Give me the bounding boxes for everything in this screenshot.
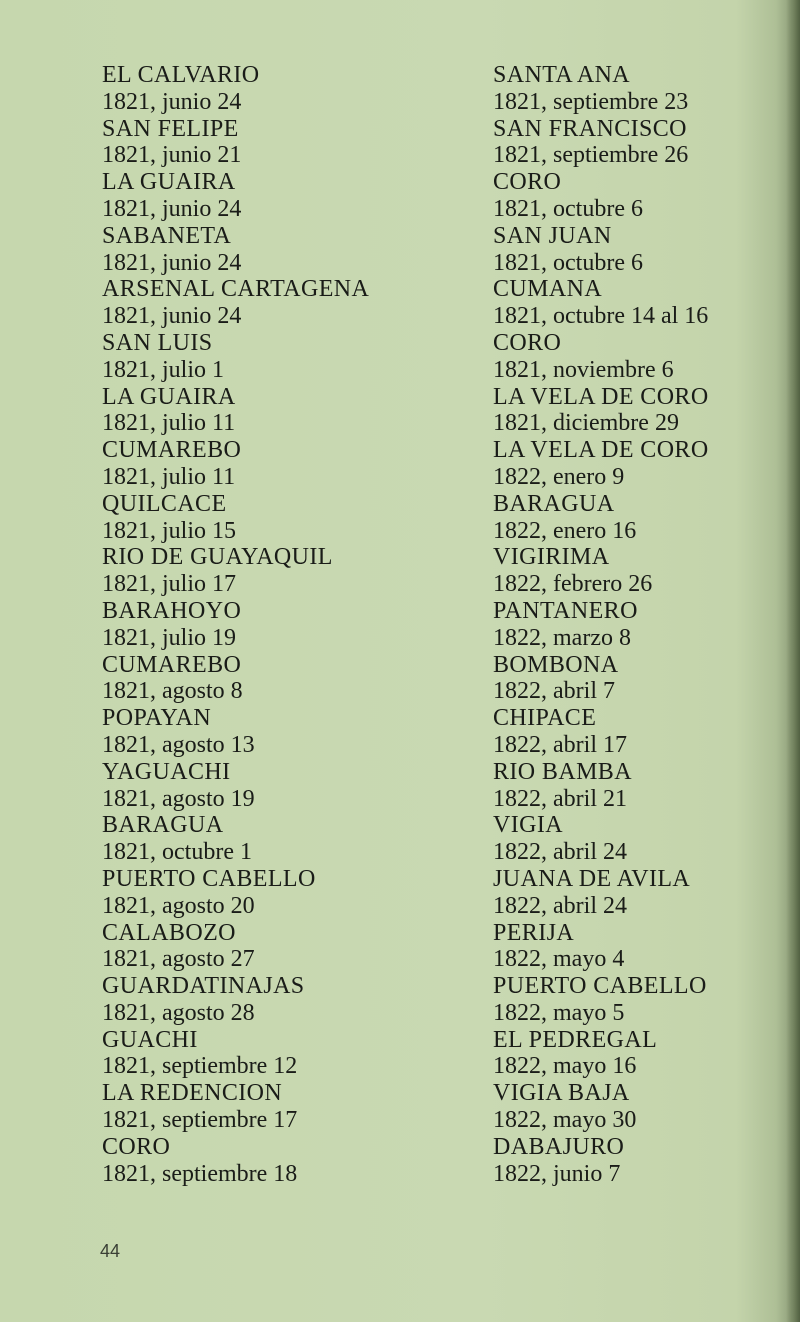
list-item: [102, 759, 369, 813]
battle-place: BARAGUA: [493, 490, 615, 517]
list-item: [102, 1134, 369, 1188]
battle-place: BARAHOYO: [102, 597, 242, 624]
battle-date: 1821, julio 1: [102, 356, 225, 383]
page-number: 44: [100, 1241, 121, 1261]
battle-date: 1822, mayo 5: [493, 999, 625, 1026]
left-column: [102, 62, 369, 1187]
battle-date: 1822, abril 24: [493, 839, 627, 866]
battle-place: PERIJA: [493, 919, 575, 946]
battle-place: ARSENAL CARTAGENA: [102, 276, 370, 303]
battle-place: POPAYAN: [102, 705, 212, 732]
battle-place: VIGIA: [493, 812, 563, 839]
list-item: [493, 759, 709, 813]
battle-date: 1821, junio 21: [102, 142, 242, 169]
battle-place: LA GUAIRA: [102, 383, 236, 410]
battle-place: CALABOZO: [102, 919, 236, 946]
battle-place: RIO BAMBA: [493, 758, 632, 785]
list-item: [493, 920, 709, 974]
battle-place: JUANA DE AVILA: [493, 865, 691, 892]
battle-date: 1821, noviembre 6: [493, 356, 674, 383]
battle-place: GUACHI: [102, 1026, 198, 1053]
list-item: [102, 1080, 369, 1134]
list-item: [102, 276, 369, 330]
battle-place: VIGIA BAJA: [493, 1080, 630, 1107]
battle-place: GUARDATINAJAS: [102, 973, 305, 1000]
battle-place: SAN FRANCISCO: [493, 115, 687, 142]
battle-date: 1822, marzo 8: [493, 624, 631, 651]
page-gutter-shadow: [786, 0, 800, 1322]
battle-date: 1822, abril 17: [493, 731, 627, 758]
battle-date: 1821, agosto 27: [102, 946, 255, 973]
battle-date: 1822, enero 16: [493, 517, 637, 544]
battle-place: LA REDENCION: [102, 1080, 283, 1107]
battle-place: CORO: [493, 169, 562, 196]
battle-date: 1821, diciembre 29: [493, 410, 679, 437]
list-item: [102, 437, 369, 491]
list-item: [102, 652, 369, 706]
battle-place: LA GUAIRA: [102, 169, 236, 196]
battle-place: SANTA ANA: [493, 62, 631, 88]
battle-place: CHIPACE: [493, 705, 597, 732]
battle-place: CUMANA: [493, 276, 603, 303]
battle-date: 1822, febrero 26: [493, 571, 653, 598]
battle-date: 1821, julio 11: [102, 463, 236, 490]
list-item: [102, 1027, 369, 1081]
list-item: [493, 116, 709, 170]
list-item: [493, 1134, 709, 1188]
list-item: [102, 62, 369, 116]
battle-place: SABANETA: [102, 222, 232, 249]
list-item: [102, 598, 369, 652]
list-item: [493, 866, 709, 920]
battle-place: CORO: [493, 329, 562, 356]
list-item: [493, 812, 709, 866]
list-item: [102, 812, 369, 866]
list-item: [102, 384, 369, 438]
battle-date: 1821, agosto 13: [102, 731, 255, 758]
battle-place: QUILCACE: [102, 490, 227, 517]
battle-date: 1821, junio 24: [102, 249, 242, 276]
list-item: [102, 169, 369, 223]
list-item: [102, 330, 369, 384]
battle-date: 1821, septiembre 17: [102, 1107, 298, 1134]
battle-place: BARAGUA: [102, 812, 224, 839]
battle-date: 1821, julio 17: [102, 571, 237, 598]
battle-place: SAN LUIS: [102, 329, 213, 356]
battle-place: BOMBONA: [493, 651, 619, 678]
list-item: [493, 598, 709, 652]
battle-place: EL PEDREGAL: [493, 1026, 658, 1053]
list-item: [493, 705, 709, 759]
list-item: [493, 973, 709, 1027]
battle-place: CORO: [102, 1133, 171, 1160]
list-item: [493, 384, 709, 438]
battle-date: 1821, junio 24: [102, 303, 242, 330]
battle-date: 1821, julio 19: [102, 624, 237, 651]
battle-date: 1821, octubre 6: [493, 249, 643, 276]
battle-place: DABAJURO: [493, 1133, 625, 1160]
battle-date: 1822, enero 9: [493, 463, 625, 490]
battle-date: 1821, julio 15: [102, 517, 237, 544]
battle-place: YAGUACHI: [102, 758, 231, 785]
list-item: [493, 62, 709, 116]
battle-date: 1821, agosto 20: [102, 892, 255, 919]
battle-place: CUMAREBO: [102, 437, 242, 464]
battle-place: EL CALVARIO: [102, 62, 260, 88]
list-item: [493, 223, 709, 277]
list-item: [493, 330, 709, 384]
battle-date: 1821, agosto 19: [102, 785, 255, 812]
battle-date: 1821, octubre 14 al 16: [493, 303, 709, 330]
battle-date: 1822, mayo 30: [493, 1107, 637, 1134]
battle-place: SAN FELIPE: [102, 115, 239, 142]
list-item: [102, 223, 369, 277]
battle-date: 1821, agosto 8: [102, 678, 243, 705]
list-item: [102, 491, 369, 545]
list-item: [102, 544, 369, 598]
battle-date: 1821, septiembre 18: [102, 1160, 298, 1187]
battle-date: 1822, junio 7: [493, 1160, 621, 1187]
list-item: [493, 276, 709, 330]
battle-place: PUERTO CABELLO: [493, 973, 707, 1000]
battle-date: 1822, abril 24: [493, 892, 627, 919]
battle-place: LA VELA DE CORO: [493, 383, 709, 410]
battle-date: 1821, septiembre 12: [102, 1053, 298, 1080]
battle-date: 1822, abril 21: [493, 785, 627, 812]
battle-place: SAN JUAN: [493, 222, 612, 249]
battle-date: 1822, mayo 4: [493, 946, 625, 973]
list-item: [493, 544, 709, 598]
list-item: [102, 920, 369, 974]
battle-date: 1821, junio 24: [102, 88, 242, 115]
battle-date: 1821, septiembre 23: [493, 88, 689, 115]
battle-place: LA VELA DE CORO: [493, 437, 709, 464]
battle-place: CUMAREBO: [102, 651, 242, 678]
battle-date: 1821, agosto 28: [102, 999, 255, 1026]
list-item: [102, 866, 369, 920]
battle-place: PANTANERO: [493, 597, 638, 624]
list-item: [493, 491, 709, 545]
list-item: [493, 1027, 709, 1081]
battle-place: PUERTO CABELLO: [102, 865, 316, 892]
list-item: [493, 169, 709, 223]
battle-date: 1822, mayo 16: [493, 1053, 637, 1080]
list-item: [493, 437, 709, 491]
right-column: [493, 62, 709, 1187]
list-item: [102, 705, 369, 759]
battle-date: 1821, septiembre 26: [493, 142, 689, 169]
list-item: [102, 116, 369, 170]
list-item: [102, 973, 369, 1027]
list-item: [493, 652, 709, 706]
battle-place: VIGIRIMA: [493, 544, 610, 571]
battle-date: 1821, junio 24: [102, 195, 242, 222]
list-item: [493, 1080, 709, 1134]
battle-date: 1821, julio 11: [102, 410, 236, 437]
battle-date: 1821, octubre 6: [493, 195, 643, 222]
battle-date: 1822, abril 7: [493, 678, 615, 705]
battle-place: RIO DE GUAYAQUIL: [102, 544, 333, 571]
battle-date: 1821, octubre 1: [102, 839, 252, 866]
